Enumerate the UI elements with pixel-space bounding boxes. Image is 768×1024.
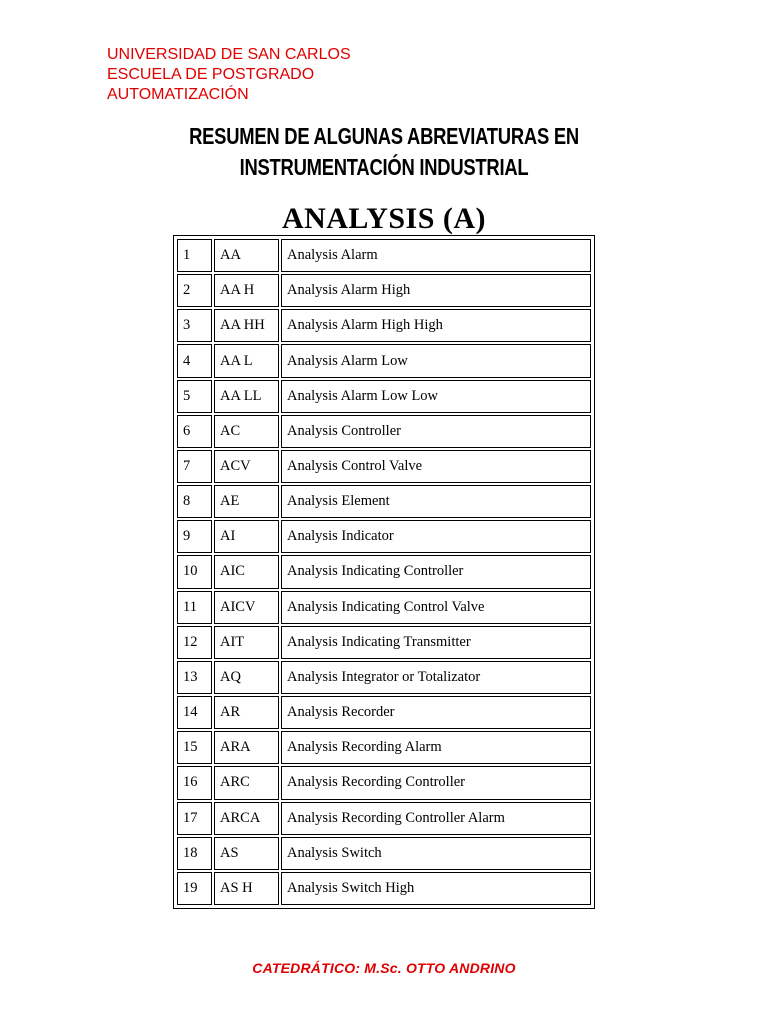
row-abbreviation: AQ <box>214 661 279 694</box>
row-description: Analysis Recording Controller <box>281 766 591 799</box>
row-number: 8 <box>177 485 212 518</box>
row-description: Analysis Element <box>281 485 591 518</box>
table-row <box>177 309 591 342</box>
row-abbreviation: AC <box>214 415 279 448</box>
row-description: Analysis Recorder <box>281 696 591 729</box>
row-abbreviation: ARC <box>214 766 279 799</box>
row-abbreviation: ARA <box>214 731 279 764</box>
table-row <box>177 450 591 483</box>
program-name: AUTOMATIZACIÓN <box>107 86 249 103</box>
table-row <box>177 555 591 588</box>
row-description: Analysis Recording Alarm <box>281 731 591 764</box>
table-row <box>177 626 591 659</box>
table-row <box>177 485 591 518</box>
row-number: 18 <box>177 837 212 870</box>
row-abbreviation: AICV <box>214 591 279 624</box>
table-row <box>177 837 591 870</box>
row-number: 6 <box>177 415 212 448</box>
row-number: 3 <box>177 309 212 342</box>
row-abbreviation: AA HH <box>214 309 279 342</box>
instructor-footer: CATEDRÁTICO: M.Sc. OTTO ANDRINO <box>252 960 516 976</box>
document-title <box>77 121 691 183</box>
school-name: ESCUELA DE POSTGRADO <box>107 66 315 83</box>
row-abbreviation: AE <box>214 485 279 518</box>
row-abbreviation: AA <box>214 239 279 272</box>
table-body <box>177 239 591 905</box>
row-description: Analysis Alarm Low <box>281 344 591 377</box>
table-row <box>177 802 591 835</box>
row-number: 15 <box>177 731 212 764</box>
section-title: ANALYSIS (A) <box>281 202 487 235</box>
row-number: 12 <box>177 626 212 659</box>
row-description: Analysis Integrator or Totalizator <box>281 661 591 694</box>
row-description: Analysis Alarm High High <box>281 309 591 342</box>
row-description: Analysis Indicating Control Valve <box>281 591 591 624</box>
row-description: Analysis Switch <box>281 837 591 870</box>
row-number: 4 <box>177 344 212 377</box>
row-number: 11 <box>177 591 212 624</box>
row-abbreviation: AA L <box>214 344 279 377</box>
row-abbreviation: AA LL <box>214 380 279 413</box>
row-abbreviation: AA H <box>214 274 279 307</box>
row-abbreviation: AI <box>214 520 279 553</box>
row-number: 7 <box>177 450 212 483</box>
table-row <box>177 872 591 905</box>
title-line-2: INSTRUMENTACIÓN INDUSTRIAL <box>239 154 529 180</box>
table-row <box>177 344 591 377</box>
row-description: Analysis Alarm Low Low <box>281 380 591 413</box>
row-description: Analysis Control Valve <box>281 450 591 483</box>
row-abbreviation: ARCA <box>214 802 279 835</box>
institution-header <box>107 45 351 105</box>
row-number: 13 <box>177 661 212 694</box>
table-row <box>177 415 591 448</box>
table-row <box>177 591 591 624</box>
table-row <box>177 731 591 764</box>
row-number: 14 <box>177 696 212 729</box>
table-row <box>177 239 591 272</box>
row-number: 2 <box>177 274 212 307</box>
row-number: 19 <box>177 872 212 905</box>
row-description: Analysis Indicator <box>281 520 591 553</box>
row-abbreviation: AS <box>214 837 279 870</box>
row-abbreviation: AR <box>214 696 279 729</box>
row-abbreviation: ACV <box>214 450 279 483</box>
row-number: 9 <box>177 520 212 553</box>
row-abbreviation: AIC <box>214 555 279 588</box>
table-row <box>177 661 591 694</box>
title-line-1: RESUMEN DE ALGUNAS ABREVIATURAS EN <box>189 123 579 149</box>
row-description: Analysis Alarm <box>281 239 591 272</box>
row-abbreviation: AIT <box>214 626 279 659</box>
table-row <box>177 520 591 553</box>
row-description: Analysis Alarm High <box>281 274 591 307</box>
row-abbreviation: AS H <box>214 872 279 905</box>
row-number: 16 <box>177 766 212 799</box>
table-row <box>177 696 591 729</box>
table-row <box>177 766 591 799</box>
row-description: Analysis Indicating Controller <box>281 555 591 588</box>
row-number: 17 <box>177 802 212 835</box>
row-description: Analysis Recording Controller Alarm <box>281 802 591 835</box>
row-description: Analysis Controller <box>281 415 591 448</box>
table-row <box>177 274 591 307</box>
row-number: 1 <box>177 239 212 272</box>
abbreviations-table <box>173 235 595 909</box>
university-name: UNIVERSIDAD DE SAN CARLOS <box>107 46 351 63</box>
row-number: 5 <box>177 380 212 413</box>
row-number: 10 <box>177 555 212 588</box>
row-description: Analysis Switch High <box>281 872 591 905</box>
table-row <box>177 380 591 413</box>
row-description: Analysis Indicating Transmitter <box>281 626 591 659</box>
